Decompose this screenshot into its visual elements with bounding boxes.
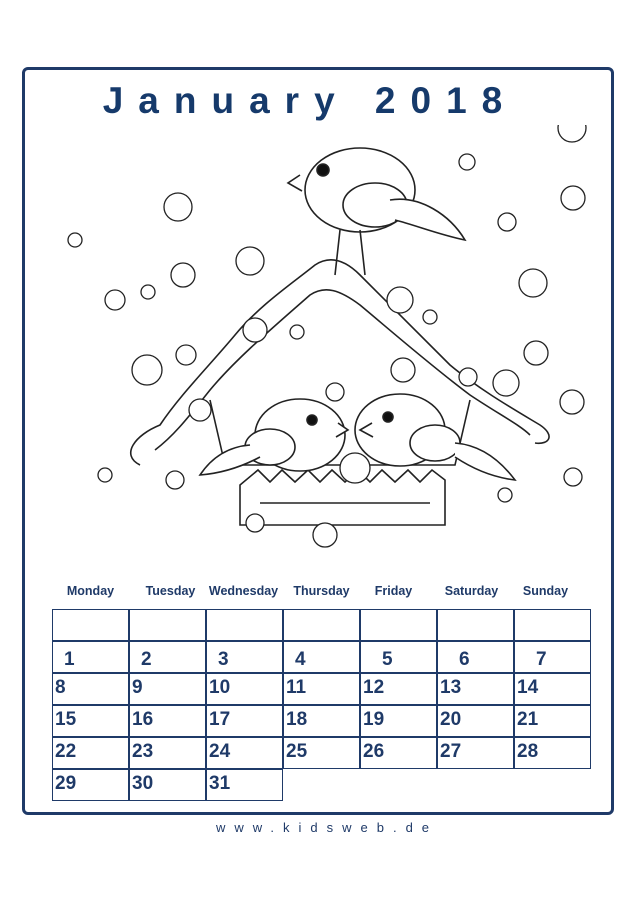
calendar-day-number: 10: [209, 677, 231, 698]
calendar-day-number: 11: [286, 677, 307, 698]
calendar-day-number: 24: [209, 741, 231, 762]
calendar-day-number: 18: [286, 709, 308, 730]
calendar-day-number: 7: [536, 649, 547, 670]
calendar-day-number: 6: [459, 649, 470, 670]
weekday-header: [52, 584, 590, 600]
birdhouse-illustration: [60, 125, 600, 555]
calendar-day-number: 9: [132, 677, 143, 698]
top-bird: [288, 148, 465, 275]
calendar-day-number: 4: [295, 649, 306, 670]
calendar-blank-cell: [360, 609, 437, 641]
calendar-day-number: 13: [440, 677, 462, 698]
weekday-saturday: Saturday: [444, 584, 499, 598]
calendar-day-number: 12: [363, 677, 385, 698]
calendar-day-number: 23: [132, 741, 154, 762]
weekday-wednesday: Wednesday: [208, 584, 279, 598]
calendar-day-number: 26: [363, 741, 385, 762]
calendar-title: January 2018: [102, 80, 518, 121]
calendar-blank-cell: [283, 609, 360, 641]
weekday-sunday: Sunday: [522, 584, 569, 598]
calendar-grid: [52, 609, 590, 802]
fence: [240, 470, 445, 525]
footer-url: www.kidsweb.de: [215, 820, 439, 835]
weekday-monday: Monday: [66, 584, 115, 598]
calendar-blank-cell: [514, 609, 591, 641]
calendar-day-number: 19: [363, 709, 385, 730]
calendar-day-number: 8: [55, 677, 66, 698]
calendar-day-number: 25: [286, 741, 308, 762]
weekday-tuesday: Tuesday: [145, 584, 196, 598]
calendar-blank-cell: [437, 609, 514, 641]
calendar-blank-cell: [52, 609, 129, 641]
calendar-day-number: 29: [55, 773, 77, 794]
calendar-day-number: 5: [382, 649, 393, 670]
calendar-day-number: 27: [440, 741, 462, 762]
calendar-day-number: 2: [141, 649, 152, 670]
weekday-friday: Friday: [374, 584, 413, 598]
calendar-blank-cell: [206, 609, 283, 641]
calendar-day-number: 16: [132, 709, 154, 730]
calendar-day-number: 20: [440, 709, 462, 730]
weekday-thursday: Thursday: [293, 584, 350, 598]
calendar-blank-cell: [129, 609, 206, 641]
calendar-day-number: 15: [55, 709, 77, 730]
calendar-day-cell: [514, 641, 591, 673]
calendar-day-cell: [437, 641, 514, 673]
left-bird: [200, 399, 348, 475]
calendar-day-number: 30: [132, 773, 154, 794]
calendar-day-number: 1: [64, 649, 75, 670]
calendar-day-number: 17: [209, 709, 231, 730]
calendar-day-cell: [360, 641, 437, 673]
calendar-day-number: 3: [218, 649, 229, 670]
calendar-day-number: 28: [517, 741, 539, 762]
right-bird: [355, 394, 515, 480]
calendar-day-number: 14: [517, 677, 539, 698]
calendar-day-number: 22: [55, 741, 77, 762]
calendar-day-number: 31: [209, 773, 231, 794]
calendar-day-number: 21: [517, 709, 539, 730]
